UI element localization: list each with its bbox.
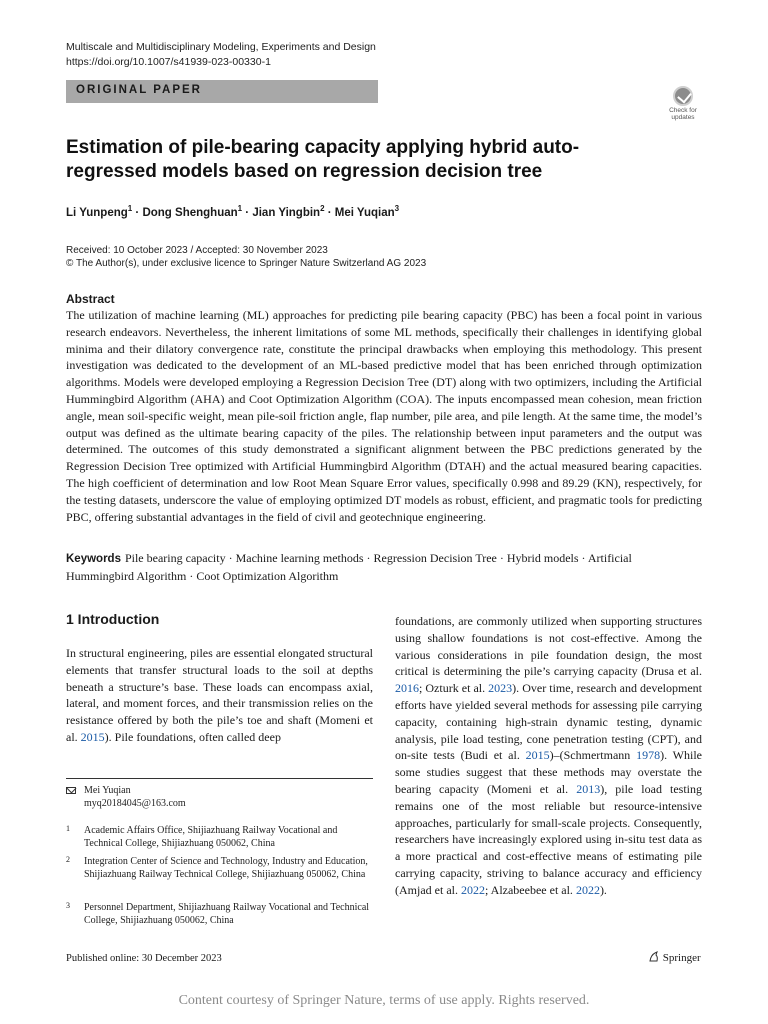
- mail-icon: [66, 787, 76, 794]
- published-online: Published online: 30 December 2023: [66, 953, 222, 964]
- check-badge-text: Check for updates: [669, 107, 697, 121]
- author-name[interactable]: Dong Shenghuan: [142, 206, 238, 219]
- citation-link[interactable]: 1978: [636, 748, 661, 763]
- citation-link[interactable]: 2022: [575, 882, 600, 897]
- article-dates: [66, 244, 426, 270]
- intro-right-column: foundations, are commonly utilized when supporting structures using shallow foundations is not cost-effective. Among the various considerations in pile foundation design, the most critical is determining the pile’s carrying capacity (Drusa et al. 2016; Ozturk et al. 2023). Over time, research and development efforts have yielded several methods for assessing pile carrying capacity, containing high-strain dynamic testing, dynamic analysis, pile load testing, cone penetration testing (CPT), and on-site tests (Budi et al. 2015)–(Schmertmann 1978). While some studies suggest that these methods may overstate the bearing capacity (Momeni et al. 2013), pile load testing remains one of the most reliable but resource-intensive approaches, particularly for small-scale projects. Consequently, researchers have increasingly explored using in-situ test data as a more practical and cost-effective means of estimating pile carrying capacity, striving to balance accuracy and efficiency (Amjad et al. 2022; Alzabeebee et al. 2022).: [395, 614, 703, 897]
- citation-link[interactable]: 2015: [80, 729, 105, 744]
- citation-link[interactable]: 2013: [576, 781, 601, 796]
- citation-link[interactable]: 2023: [488, 681, 513, 696]
- check-for-updates-badge[interactable]: [664, 85, 702, 123]
- affiliation-text: Integration Center of Science and Technology, Industry and Education, Shijiazhuang Railway Technical College, Shijiazhuang 050062, China: [84, 856, 368, 880]
- abstract-heading: Abstract: [66, 292, 115, 306]
- article-type-label: ORIGINAL PAPER: [76, 84, 202, 96]
- publisher-name: Springer: [662, 952, 701, 964]
- author-name[interactable]: Jian Yingbin: [252, 206, 321, 219]
- keywords-block: [66, 550, 702, 585]
- affiliation-number: 2: [66, 855, 70, 864]
- author-list: Li Yunpeng$^1$ · Dong Shenghuan$^1$ · Jian Yingbin$^2$ · Mei Yuqian$^3$: [66, 204, 400, 219]
- corresponding-author-name: Mei Yuqian: [84, 785, 131, 796]
- article-type-banner: [66, 80, 378, 103]
- author-name[interactable]: Li Yunpeng: [66, 206, 128, 219]
- paper-title: Estimation of pile-bearing capacity applying hybrid auto-regressed models based on regression decision tree: [66, 137, 580, 182]
- citation-link[interactable]: 2015: [525, 748, 550, 763]
- citation-link[interactable]: 2016: [395, 681, 419, 696]
- affiliation-text: Personnel Department, Shijiazhuang Railway Vocational and Technical College, Shijiazhuang 050062, China: [84, 902, 370, 926]
- doi-link[interactable]: https://doi.org/10.1007/s41939-023-00330-1: [66, 56, 271, 68]
- author-name[interactable]: Mei Yuqian: [334, 206, 395, 219]
- abstract-body: The utilization of machine learning (ML) approaches for predicting pile bearing capacity (PBC) has been a focal point in various research endeavors. Nevertheless, the inherent limitations of some ML methods, specifically their challenges in identifying global minima and their dilatory convergence rate, constitute the principal drawbacks when employing this methodology. This present investigation was dedicated to the development of an ML-based predictive model that has been enriched through optimization algorithms. Models were developed employing a Regression Decision Tree (DT) along with two optimizers, including the Artificial Hummingbird Algorithm (AHA) and Coot Optimization Algorithm (COA). The inputs encompassed mean cohesion, mean friction angle, mean soil-specific weight, mean pile-soil friction angle, flap number, pile area, and pile length. At the same time, the model’s output was defined as the ultimate bearing capacity of the piles. The relationship between input parameters and the output was determined. The outcomes of this study demonstrated a significant alignment between the PBC predictions generated by the Regression Decision Tree optimized with Artificial Hummingbird Algorithm (DTAH) and the actual measured bearing capacities. The high coefficient of determination and low Root Mean Square Error values, specifically 0.998 and 89.29 (KN), respectively, for the testing datasets, underscore the value of employing optimized DT models as robust, efficient, and pragmatic tools for predicting PBC, offering substantial advantages in the field of civil and geotechnique engineering.: [66, 308, 702, 524]
- springer-logo[interactable]: [648, 951, 701, 964]
- intro-left-column: In structural engineering, piles are essential elongated structural elements that transfer structural loads to the soil at depths beneath a structure’s base. These loads can encompass axial, lateral, and moment forces, and their transmission relies on the resistance offered by both the pile’s toe and shaft (Momeni et al. 2015). Pile foundations, often called deep: [66, 646, 373, 744]
- journal-name: Multiscale and Multidisciplinary Modeling, Experiments and Design: [66, 41, 376, 53]
- check-icon: [673, 86, 693, 106]
- footnote-divider: [66, 778, 373, 779]
- courtesy-notice: Content courtesy of Springer Nature, terms of use apply. Rights reserved.: [178, 993, 590, 1008]
- journal-header: [66, 40, 376, 70]
- affiliation-text: Academic Affairs Office, Shijiazhuang Railway Vocational and Technical College, Shijiazhuang 050062, China: [84, 825, 338, 849]
- citation-link[interactable]: 2022: [460, 882, 485, 897]
- springer-horse-icon: [648, 951, 660, 963]
- section-heading-introduction: 1 Introduction: [66, 611, 160, 627]
- corresponding-author-email[interactable]: myq20184045@163.com: [84, 798, 186, 809]
- copyright-line: © The Author(s), under exclusive licence to Springer Nature Switzerland AG 2023: [66, 258, 427, 269]
- received-accepted: Received: 10 October 2023 / Accepted: 30 November 2023: [66, 245, 328, 256]
- keywords-label: Keywords: [66, 553, 121, 565]
- affiliation-number: 3: [66, 901, 70, 910]
- affiliation-number: 1: [66, 824, 70, 833]
- keywords-list: Pile bearing capacity · Machine learning methods · Regression Decision Tree · Hybrid models · Artificial Hummingbird Algorithm · Coot Optimization Algorithm: [66, 551, 632, 583]
